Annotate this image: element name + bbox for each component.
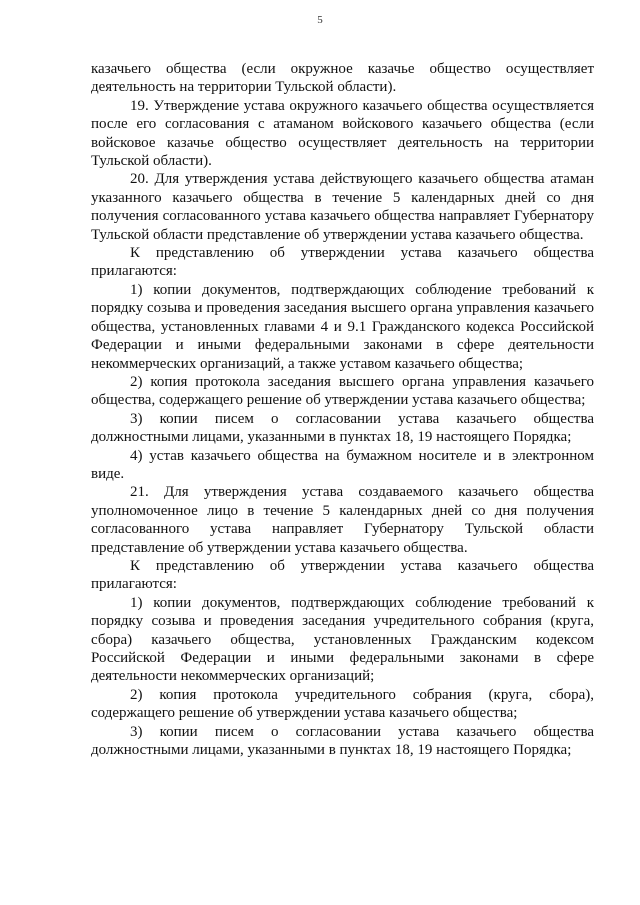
list-item-4: 4) устав казачьего общества на бумажном носителе и в электронном виде.: [91, 447, 594, 482]
paragraph-item-20: 20. Для утверждения устава действующего казачьего общества атаман указанного казачьего общества в течение 5 календарных дней со дня получения согласованного устава казачьего общества направляет Губернатору Тульской области представление об утверждении устава казачьего общества.: [91, 171, 594, 243]
paragraph-item-19: 19. Утверждение устава окружного казачьего общества осуществляется после его согласования с атаманом войскового казачьего общества (если войсковое казачье общество осуществляет деятельность на территории Тульской области).: [91, 97, 594, 170]
paragraph-attachments-intro: К представлению об утверждении устава казачьего общества прилагаются:: [91, 245, 594, 280]
paragraph-item-21: 21. Для утверждения устава создаваемого казачьего общества уполномоченное лицо в течение 5 календарных дней со дня получения согласованного устава направляет Губернатору Тульской области представление об утверждении устава казачьего общества.: [91, 484, 594, 556]
list-item-2b: 2) копия протокола учредительного собрания (круга, сбора), содержащего решение об утверждении устава казачьего общества;: [91, 686, 594, 722]
paragraph-continuation: казачьего общества (если окружное казачье общество осуществляет деятельность на территории Тульской области).: [91, 61, 594, 96]
list-item-1: 1) копии документов, подтверждающих соблюдение требований к порядку созыва и проведения заседания высшего органа управления казачьего общества, установленных главами 4 и 9.1 Гражданского кодекса Российской Федерации и иными федеральными законами в сфере деятельности некоммерческих организаций, а также уставом казачьего общества;: [91, 281, 594, 372]
list-item-3: 3) копии писем о согласовании устава казачьего общества должностными лицами, указанными в пунктах 18, 19 настоящего Порядка;: [91, 410, 594, 446]
list-item-1b: 1) копии документов, подтверждающих соблюдение требований к порядку созыва и проведения заседания учредительного собрания (круга, сбора) казачьего общества, установленных Гражданским кодексом Российской Федерации и иными федеральными законами в сфере деятельности некоммерческих организаций;: [91, 594, 594, 685]
document-body: [91, 60, 594, 759]
list-item-3b: 3) копии писем о согласовании устава казачьего общества должностными лицами, указанными в пунктах 18, 19 настоящего Порядка;: [91, 723, 594, 759]
paragraph-attachments-intro-2: К представлению об утверждении устава казачьего общества прилагаются:: [91, 557, 594, 593]
list-item-2: 2) копия протокола заседания высшего органа управления казачьего общества, содержащего решение об утверждении устава казачьего общества;: [91, 373, 594, 409]
page-number: 5: [317, 14, 323, 26]
